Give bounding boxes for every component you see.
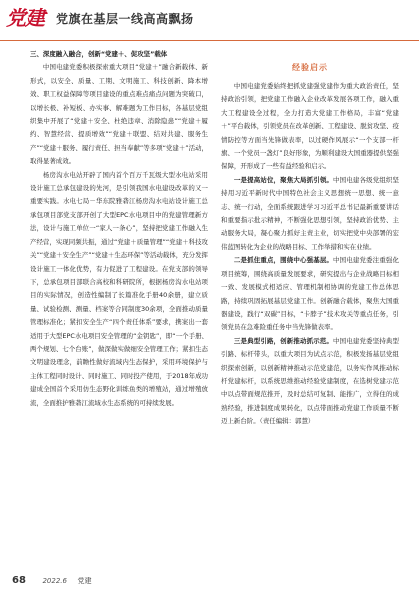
page-number: 68 — [12, 575, 26, 586]
section-heading: 三、深度融入融合，创新“党建＋、促攻坚”载体 — [30, 50, 168, 58]
issue-date: 2022.6 — [42, 577, 67, 585]
paragraph-body: 中国电建各级党组织坚持用习近平新时代中国特色社会主义思想统一思想、统一意志、统一行动，全面系统跟进学习习近平总书记最新重要讲话和重要指示批示精神，不断强化思想引领，坚持政治优势、主动服务大局，凝心聚力抓好主责主业，切实把党中央部署的宏伟蓝图转化为企业的战略目标、工作举措和实在业绩。 — [221, 175, 399, 251]
lead-sentence: 一是提高站位，聚焦大局抓引领。 — [233, 175, 334, 184]
paragraph — [221, 254, 399, 334]
editor-signature: （责任编辑：郭慧） — [259, 417, 315, 426]
paragraph-body: 中国电建党委注重强化项目统筹，围绕高质量发展要求，研究提出与企业战略目标相一致、发展模式相适应、管理机制相协调的党建工作总体思路，持续巩固拓展基层党建工作。创新融合载体，聚焦大国重器建设，践行“双碳”目标，“卡脖子”技术攻关等重点任务，引领党员在急难险重任务中当先锋做表率。 — [221, 256, 399, 332]
experience-box-title: 经验启示 — [292, 63, 328, 72]
paragraph: 杨房沟水电站开辟了国内首个百万千瓦级大型水电站采用设计施工总承包建设的先河，是引领我国水电建设改革的又一重要实践。水电七局－华东院雅砻江杨房沟水电站设计施工总承包项目部党支部开创了大型EPC水电项目中的党建管理新方法，设计与施工单位一“家人一条心”，坚持把党建工作融入生产经营，实现同频共振，通过“党建＋质量管理”“党建＋科技攻关”“党建＋安全生产”“党建＋生态环保”等活动载体，充分发挥设计施工一体化优势，有力促进了工程建设。在党支部的领导下，总承包项目部联合高校和科研院所，根据杨房沟水电站项目的实际情况，创造性编制了长篇准化手册40余册，建立质量、试验检测、测量、档案等合同制度30余项，全面推动质量管理标准化；紧扣安全生产“四个责任体系”要求，携案出一套适用于大型EPC水电项目安全管理的“金钥匙”，即“一个手册、两个规划、七个台账”，做深做实做细安全管理工作；紧扣生态文明建设理念，前瞻性做好流域内生态保护，采用环境保护与主体工程同时设计、同时施工、同时投产使用，于2018年成功建成全国首个采用仿生态野化训练鱼类的增殖站，通过增殖放流，全面推护雅砻江流域水生态系统的可持续发展。 — [30, 170, 208, 407]
column-title: 党旗在基层一线高高飘扬 — [56, 12, 194, 26]
left-column — [30, 48, 208, 410]
magazine-name: 党建 — [77, 577, 92, 585]
lead-sentence: 三是典型引路，创新推动抓示范。 — [233, 336, 334, 345]
page-footer — [12, 574, 407, 588]
paragraph-body: 中国电建党委坚持典型引路、标杆带头，以重大项目为试点示范，积极发扬基层党组织探索创新，以创新精神推动示范党建范，以务实作风推动标杆党建标杆，以系统思维推动经验党建制度，在选树党建示范中以点带面规范推开，及时总结可复制、能推广，立得住的成熟经验，推进制度成果转化，以点带面推动党建工作质量不断迈上新台阶。 — [221, 336, 399, 426]
paragraph: 中国电建党委始终把抓党建强党建作为重大政治责任，坚持政治引领，把党建工作融入企业改革发展各项工作，融入重大工程建设全过程，全力打造大党建工作格局，丰富“党建＋”平台载体，引领党员在改革创新、工程建设、脱贫攻坚、疫情防控等方面当先锋做表率，以过硬作风展示“一个支部一杆旗、一个党员一盏灯”良好形象，为顺利建设大国重器提供坚强保障，开形成了一些有益经验和启示。 — [221, 82, 399, 171]
paragraph — [221, 174, 399, 254]
paragraph — [221, 335, 399, 429]
paragraph: 中国电建党委积极探索重大项目“党建＋”融合新载体、新形式，以安全、质量、工期、文明施工、科技创新、降本增效、职工权益保障等项目建设的重点难点痛点问题为突破口，以增长极、补短板、办实事、解难题为工作目标，各基层党组织集中开展了“党建＋安全、杜绝违章、消除隐患”“党建＋履约、智慧经营、提质增效”“党建＋联盟、结对共建、服务生产”“党建＋服务、履行责任、担当奉献”等多项“党建＋”活动，取得显著成效。 — [30, 63, 208, 166]
page-header — [0, 0, 419, 41]
right-column — [221, 48, 399, 429]
magazine-logo: 党建 — [6, 6, 44, 30]
lead-sentence: 二是抓住重点，围绕中心强基层。 — [233, 256, 334, 265]
